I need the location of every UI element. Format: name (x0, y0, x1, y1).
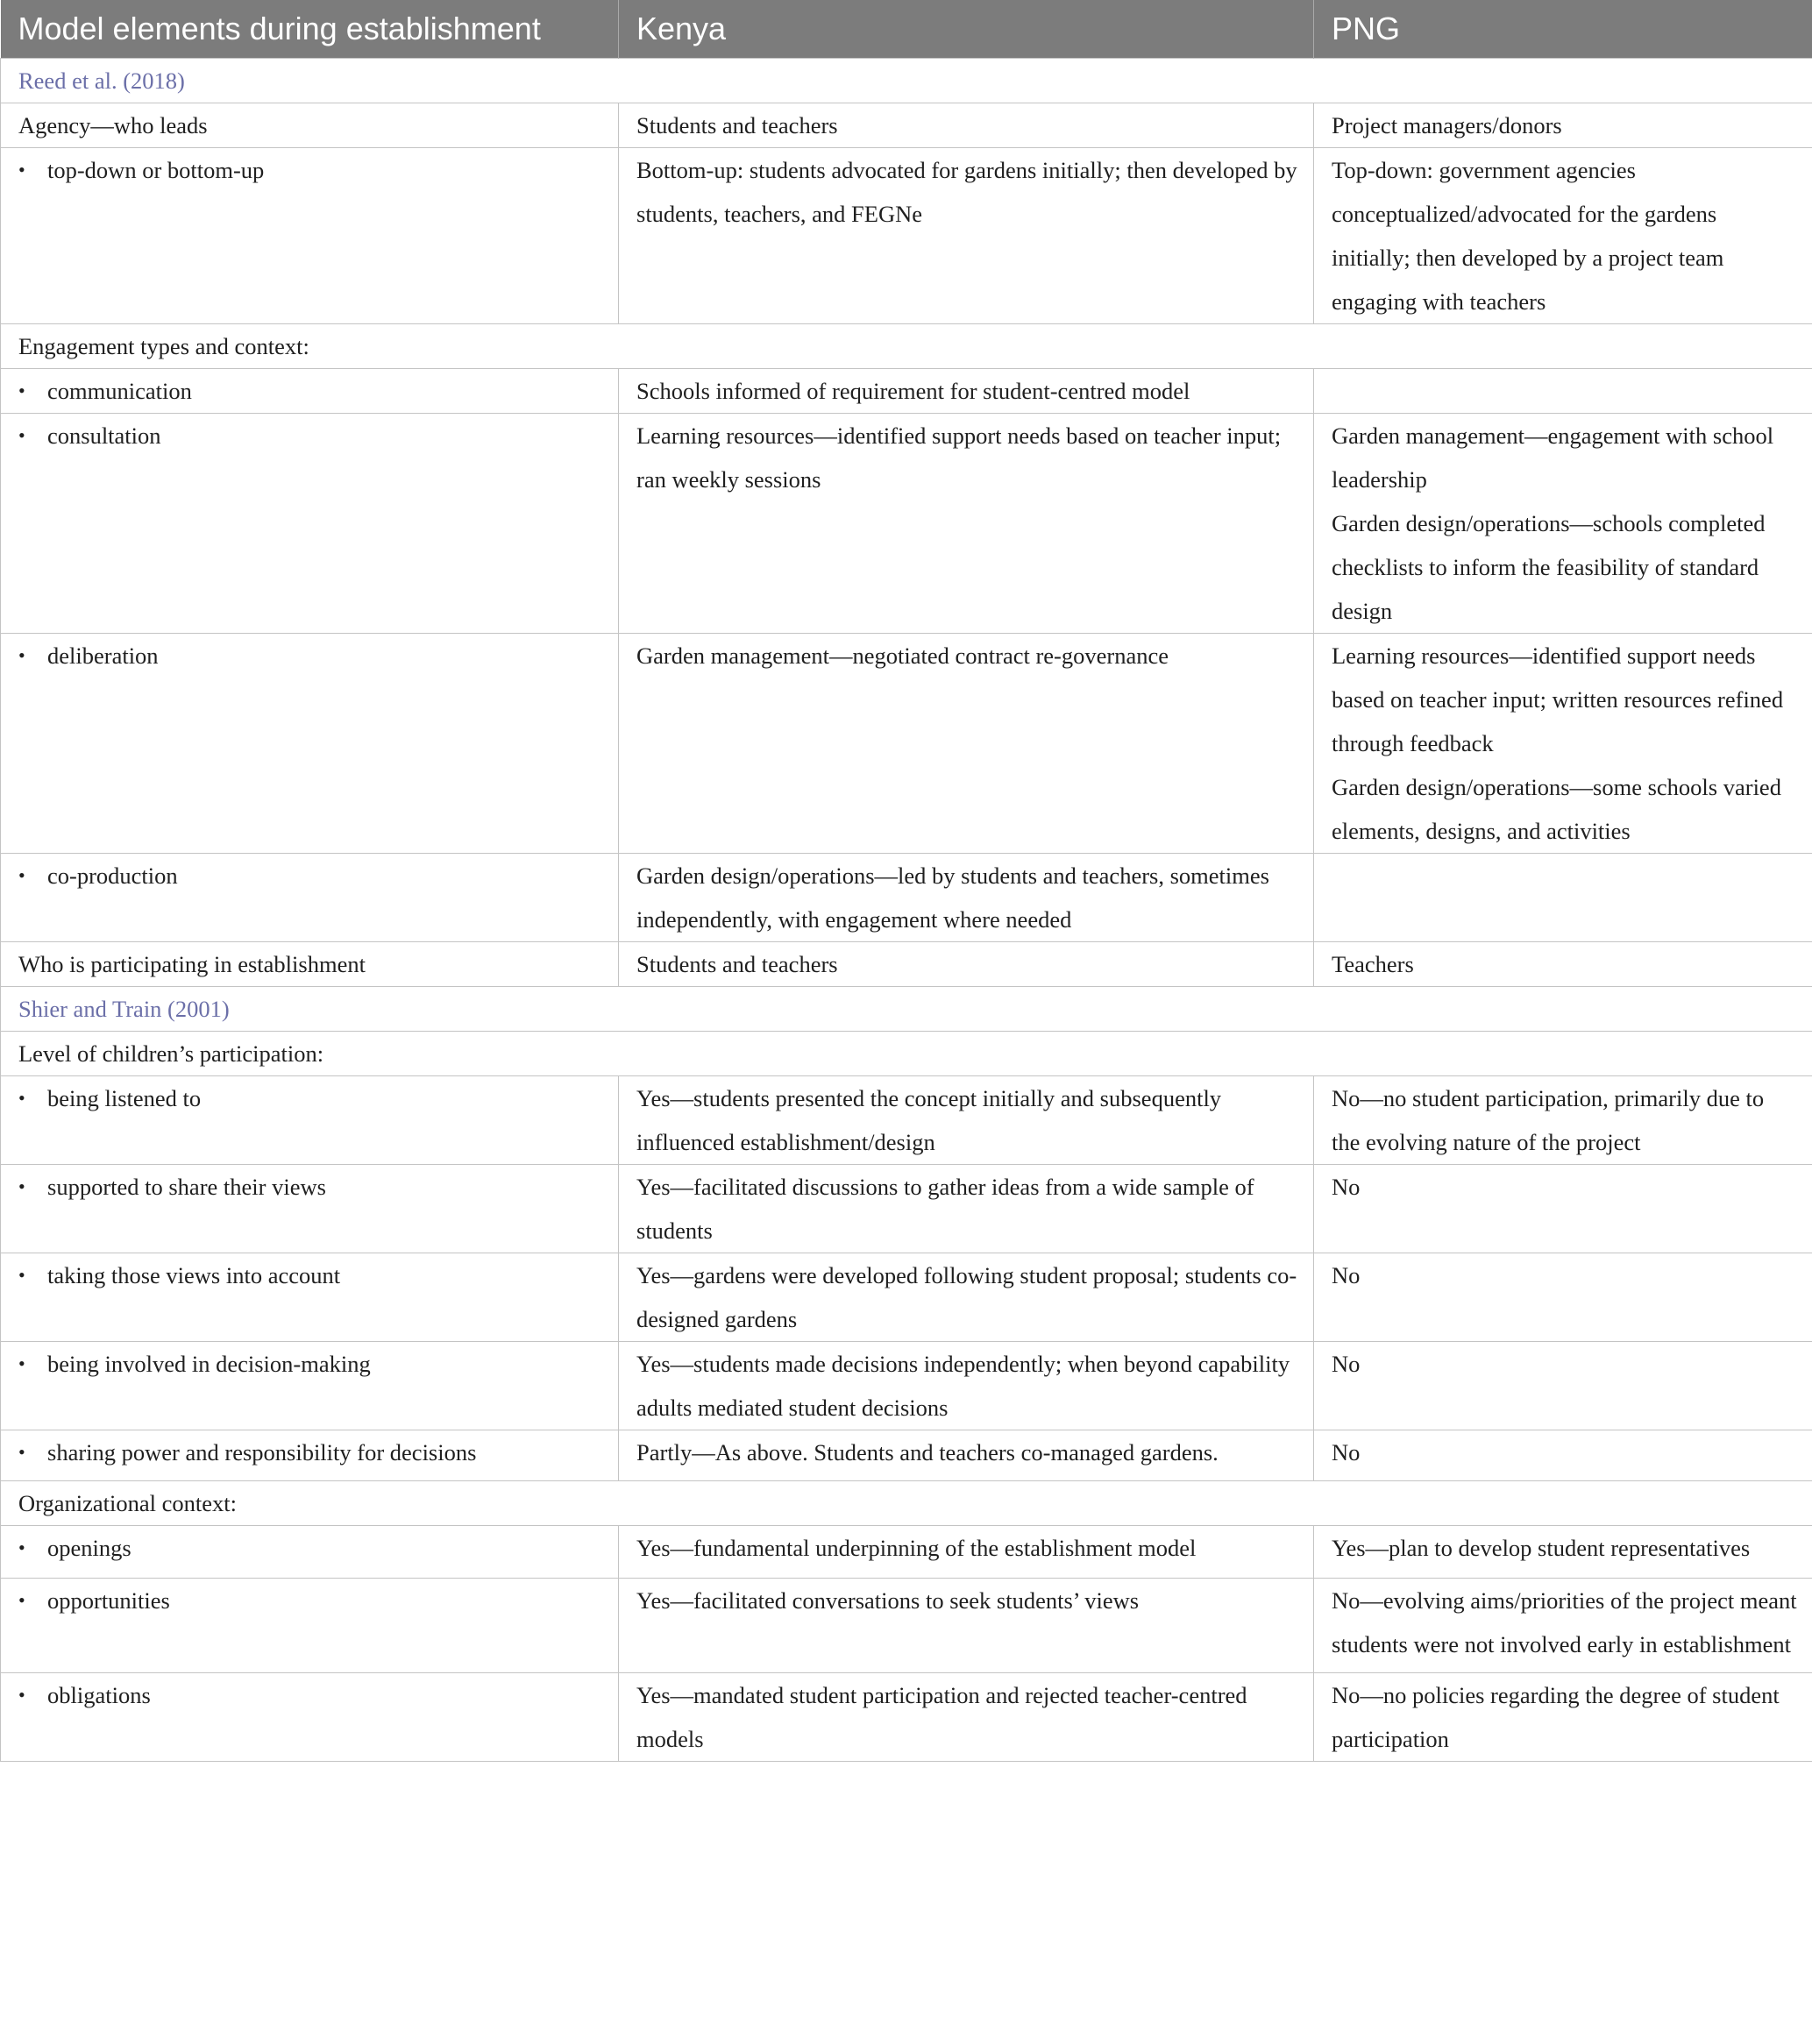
table-row (1, 103, 1812, 148)
kenya-cell: Yes—students made decisions independently; when beyond capability adults mediated student decisions (619, 1342, 1314, 1430)
header-kenya: Kenya (619, 0, 1314, 59)
table-row (1, 1526, 1812, 1579)
png-cell-text: No (1332, 1351, 1361, 1377)
table-row (1, 1430, 1812, 1481)
bullet-icon: • (18, 424, 25, 446)
png-cell (1314, 1673, 1812, 1762)
kenya-cell: Yes—gardens were developed following student proposal; students co-designed gardens (619, 1253, 1314, 1342)
bullet-icon: • (18, 1264, 25, 1286)
png-cell-text-2: Garden design/operations—some schools varied elements, designs, and activities (1332, 774, 1781, 844)
bullet-icon: • (18, 864, 25, 886)
header-model-elements: Model elements during establishment (1, 0, 619, 59)
png-cell (1314, 942, 1812, 987)
png-cell (1314, 414, 1812, 634)
row-label: Agency—who leads (1, 103, 619, 148)
table-row (1, 1481, 1812, 1526)
png-cell-text: Garden management—engagement with school leadership (1332, 422, 1774, 493)
table-row (1, 1165, 1812, 1253)
png-cell (1314, 103, 1812, 148)
table-row (1, 1342, 1812, 1430)
png-cell-text: No—no student participation, primarily due to the evolving nature of the project (1332, 1085, 1765, 1155)
table-row (1, 59, 1812, 103)
row-label-text: deliberation (47, 642, 159, 669)
row-label (1, 1342, 619, 1430)
row-label (1, 1673, 619, 1762)
row-label (1, 1579, 619, 1673)
group-heading: Organizational context: (1, 1481, 1812, 1526)
kenya-cell: Partly—As above. Students and teachers co-managed gardens. (619, 1430, 1314, 1481)
row-label (1, 148, 619, 324)
png-cell (1314, 1165, 1812, 1253)
kenya-cell: Bottom-up: students advocated for gardens initially; then developed by students, teachers, and FEGNe (619, 148, 1314, 324)
png-cell (1314, 369, 1812, 414)
section-heading: Reed et al. (2018) (1, 59, 1812, 103)
bullet-icon: • (18, 1087, 25, 1109)
kenya-cell: Yes—mandated student participation and rejected teacher-centred models (619, 1673, 1314, 1762)
row-label-text: top-down or bottom-up (47, 157, 265, 183)
png-cell (1314, 1342, 1812, 1430)
kenya-cell: Yes—facilitated conversations to seek students’ views (619, 1579, 1314, 1673)
row-label (1, 369, 619, 414)
row-label-text: supported to share their views (47, 1174, 326, 1200)
table-row (1, 987, 1812, 1032)
png-cell (1314, 634, 1812, 854)
table-header-row (1, 0, 1812, 59)
row-label-text: taking those views into account (47, 1262, 341, 1288)
row-label-text: sharing power and responsibility for decisions (47, 1439, 477, 1466)
group-heading: Engagement types and context: (1, 324, 1812, 369)
png-cell-text: Learning resources—identified support needs based on teacher input; written resources refined through feedback (1332, 642, 1784, 756)
png-cell (1314, 1253, 1812, 1342)
png-cell (1314, 1076, 1812, 1165)
png-cell-text: No (1332, 1439, 1361, 1466)
kenya-cell: Schools informed of requirement for student-centred model (619, 369, 1314, 414)
png-cell (1314, 1526, 1812, 1579)
row-label-text: co-production (47, 862, 178, 889)
bullet-icon: • (18, 1589, 25, 1611)
row-label (1, 1253, 619, 1342)
row-label-text: communication (47, 378, 192, 404)
section-heading: Shier and Train (2001) (1, 987, 1812, 1032)
kenya-cell: Yes—fundamental underpinning of the establishment model (619, 1526, 1314, 1579)
table-row (1, 324, 1812, 369)
png-cell-text: No—evolving aims/priorities of the project meant students were not involved early in establishment (1332, 1587, 1797, 1657)
row-label-text: opportunities (47, 1587, 170, 1614)
bullet-icon: • (18, 1352, 25, 1374)
row-label (1, 1165, 619, 1253)
png-cell-text: No (1332, 1262, 1361, 1288)
table-row (1, 942, 1812, 987)
row-label-text: obligations (47, 1682, 151, 1708)
png-cell (1314, 1430, 1812, 1481)
row-label: Who is participating in establishment (1, 942, 619, 987)
png-cell-text: No—no policies regarding the degree of student participation (1332, 1682, 1780, 1752)
png-cell-text: No (1332, 1174, 1361, 1200)
png-cell (1314, 1579, 1812, 1673)
row-label-text: openings (47, 1535, 131, 1561)
bullet-icon: • (18, 1175, 25, 1197)
bullet-icon: • (18, 1684, 25, 1706)
table-row (1, 1579, 1812, 1673)
bullet-icon: • (18, 1441, 25, 1463)
table-row (1, 1032, 1812, 1076)
kenya-cell: Garden design/operations—led by students and teachers, sometimes independently, with engagement where needed (619, 854, 1314, 942)
table-row (1, 148, 1812, 324)
kenya-cell: Garden management—negotiated contract re-governance (619, 634, 1314, 854)
row-label-text: being involved in decision-making (47, 1351, 371, 1377)
row-label (1, 1076, 619, 1165)
kenya-cell: Learning resources—identified support needs based on teacher input; ran weekly sessions (619, 414, 1314, 634)
kenya-cell: Students and teachers (619, 942, 1314, 987)
table-row (1, 854, 1812, 942)
row-label (1, 1430, 619, 1481)
png-cell-text: Yes—plan to develop student representatives (1332, 1535, 1751, 1561)
png-cell-text: Teachers (1332, 951, 1414, 977)
bullet-icon: • (18, 644, 25, 666)
kenya-cell: Yes—facilitated discussions to gather ideas from a wide sample of students (619, 1165, 1314, 1253)
group-heading: Level of children’s participation: (1, 1032, 1812, 1076)
table-row (1, 634, 1812, 854)
row-label (1, 634, 619, 854)
table-body (1, 59, 1812, 1762)
bullet-icon: • (18, 159, 25, 181)
kenya-cell: Students and teachers (619, 103, 1314, 148)
row-label (1, 414, 619, 634)
kenya-cell: Yes—students presented the concept initially and subsequently influenced establishment/design (619, 1076, 1314, 1165)
table-row (1, 1673, 1812, 1762)
row-label (1, 854, 619, 942)
bullet-icon: • (18, 1537, 25, 1558)
png-cell (1314, 854, 1812, 942)
png-cell-text: Project managers/donors (1332, 112, 1562, 138)
row-label-text: consultation (47, 422, 161, 449)
bullet-icon: • (18, 380, 25, 401)
table-row (1, 414, 1812, 634)
png-cell-text-2: Garden design/operations—schools completed checklists to inform the feasibility of standard design (1332, 510, 1766, 624)
row-label-text: being listened to (47, 1085, 202, 1111)
table-row (1, 369, 1812, 414)
png-cell (1314, 148, 1812, 324)
header-png: PNG (1314, 0, 1812, 59)
row-label (1, 1526, 619, 1579)
table-row (1, 1253, 1812, 1342)
table-row (1, 1076, 1812, 1165)
png-cell-text: Top-down: government agencies conceptualized/advocated for the gardens initially; then developed by a project team engaging with teachers (1332, 157, 1724, 315)
